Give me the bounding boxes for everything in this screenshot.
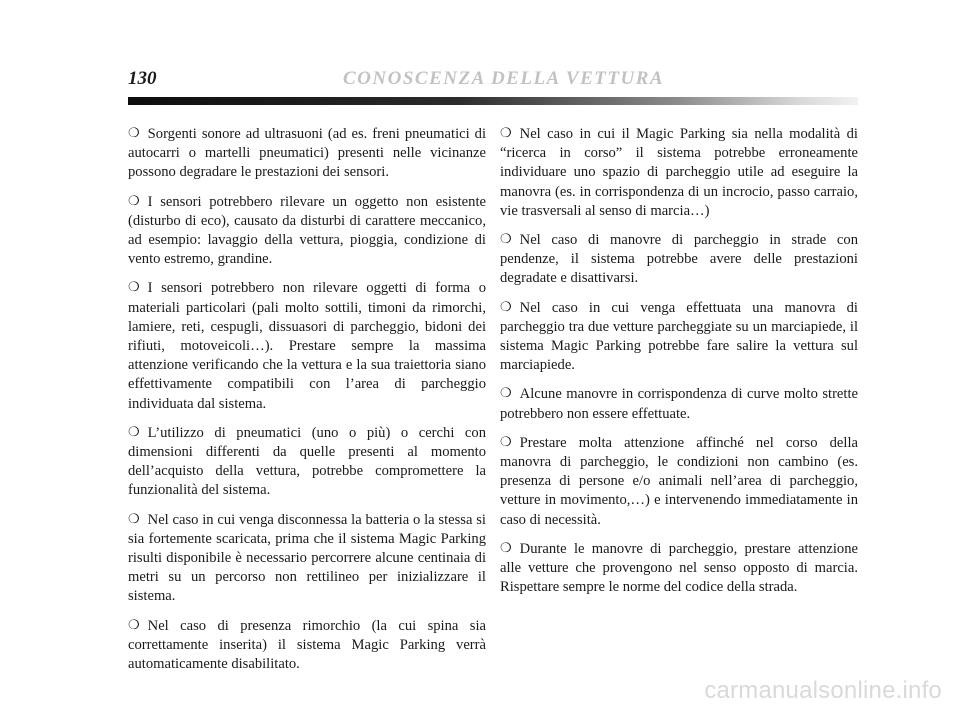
paragraph-text: Sorgenti sonore ad ultrasuoni (ad es. freni pneumatici di autocarri o martelli pneumatici) presenti nelle vicinanze possono degradare le prestazioni dei sensori. [128, 126, 486, 181]
bullet-icon: ❍ [500, 539, 512, 555]
warning-paragraph [128, 510, 486, 607]
section-title: CONOSCENZA DELLA VETTURA [343, 68, 665, 89]
bullet-icon: ❍ [128, 616, 140, 632]
paragraph-text: L’utilizzo di pneumatici (uno o più) o cerchi con dimensioni differenti da quelle presenti al momento dell’acquisto della vettura, potrebbe compromettere la funzionalità del sistema. [128, 424, 486, 499]
warning-paragraph [500, 298, 858, 376]
paragraph-text: Alcune manovre in corrispondenza di curve molto strette potrebbero non essere effettuate. [500, 386, 858, 422]
paragraph-text: I sensori potrebbero rilevare un oggetto non esistente (disturbo di eco), causato da disturbi di carattere meccanico, ad esempio: lavaggio della vettura, pioggia, condizione di vento estremo, grandine. [128, 193, 486, 268]
header-rule [128, 97, 858, 105]
page-header [128, 68, 858, 92]
page-number: 130 [128, 68, 157, 89]
paragraph-text: I sensori potrebbero non rilevare oggetti di forma o materiali particolari (pali molto sottili, timoni da rimorchi, lamiere, reti, cespugli, dissuasori di parcheggio, bidoni dei rifiuti, motoveicoli…). Prestare sempre la massima attenzione verificando che la vettura e la sua traiettoria siano effettivamente compatibili con l’area di parcheggio individuata dal sistema. [128, 280, 486, 412]
bullet-icon: ❍ [500, 433, 512, 449]
warning-paragraph [500, 384, 858, 423]
left-column [128, 124, 486, 683]
site-watermark: carmanualsonline.info [704, 677, 942, 704]
paragraph-text: Nel caso in cui il Magic Parking sia nella modalità di “ricerca in corso” il sistema potrebbe erroneamente individuare uno spazio di parcheggio utile ad eseguire la manovra (es. in corrispondenza di un incrocio, passo carraio, vie trasversali al senso di marcia…) [500, 126, 858, 219]
warning-paragraph [500, 230, 858, 289]
warning-paragraph [500, 539, 858, 598]
bullet-icon: ❍ [500, 125, 512, 140]
bullet-icon: ❍ [128, 510, 140, 526]
paragraph-text: Durante le manovre di parcheggio, prestare attenzione alle vetture che provengono nel senso opposto di marcia. Rispettare sempre le norme del codice della strada. [500, 540, 858, 596]
bullet-icon: ❍ [128, 125, 140, 140]
warning-paragraph [128, 616, 486, 675]
paragraph-text: Nel caso in cui venga effettuata una manovra di parcheggio tra due vetture parcheggiate su un marciapiede, il sistema Magic Parking potrebbe fare salire la vettura sul marciapiede. [500, 299, 858, 374]
paragraph-text: Nel caso di presenza rimorchio (la cui spina sia correttamente inserita) il sistema Magic Parking verrà automaticamente disabilitato. [128, 617, 486, 673]
paragraph-text: Nel caso in cui venga disconnessa la batteria o la stessa si sia fortemente scaricata, prima che il sistema Magic Parking risulti disponibile è necessario percorrere alcune centinaia di metri su un percorso non rettilineo per inizializzare il sistema. [128, 511, 486, 605]
warning-paragraph [128, 278, 486, 413]
bullet-icon: ❍ [128, 192, 140, 208]
paragraph-text: Nel caso di manovre di parcheggio in strade con pendenze, il sistema potrebbe avere delle prestazioni degradate e disattivarsi. [500, 232, 858, 287]
paragraph-text: Prestare molta attenzione affinché nel corso della manovra di parcheggio, le condizioni non cambino (es. presenza di persone e/o animali nell’area di parcheggio, vetture in movimento,…) e intervenendo immediatamente in caso di necessità. [500, 434, 858, 528]
bullet-icon: ❍ [500, 298, 512, 314]
warning-paragraph [500, 433, 858, 530]
warning-paragraph [500, 124, 858, 221]
right-column [500, 124, 858, 606]
bullet-icon: ❍ [128, 423, 140, 439]
bullet-icon: ❍ [128, 279, 140, 295]
bullet-icon: ❍ [500, 385, 512, 401]
warning-paragraph [128, 124, 486, 183]
warning-paragraph [128, 423, 486, 501]
warning-paragraph [128, 192, 486, 270]
bullet-icon: ❍ [500, 231, 512, 247]
